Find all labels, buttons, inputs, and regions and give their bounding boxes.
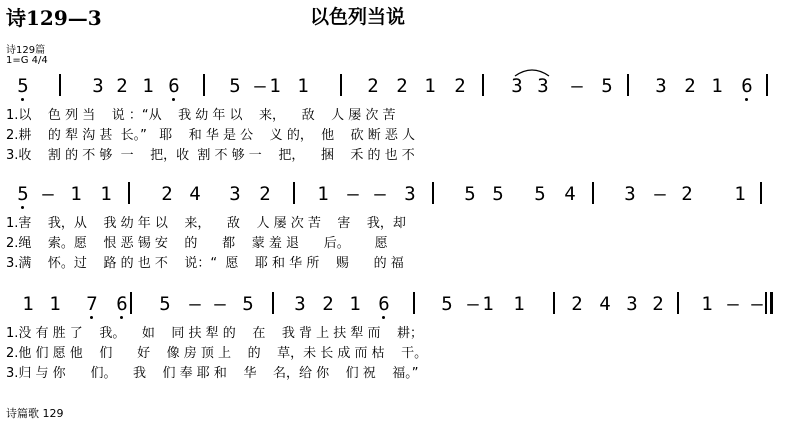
- note-digit: 6: [378, 293, 390, 315]
- lyric-line: 2.他 们 愿 他 们 好 像 房 顶 上 的 草，未 长 成 而 枯 干。: [6, 346, 428, 361]
- note-digit: 6: [116, 293, 128, 315]
- note-digit: 1: [49, 293, 61, 315]
- barline: [627, 74, 629, 96]
- note: [13, 76, 33, 96]
- note: [185, 294, 205, 314]
- note-digit: –: [374, 183, 386, 205]
- note-digit: 6: [168, 75, 180, 97]
- note-digit: 1: [734, 183, 746, 205]
- key-signature: 1=G 4/4: [6, 55, 48, 66]
- note: [420, 76, 440, 96]
- note-digit: 3: [511, 75, 523, 97]
- note-digit: 5: [229, 75, 241, 97]
- note: [392, 76, 412, 96]
- lyric-line: 1.害 我，从 我 幼 年 以 来， 敌 人 屡 次 苦 害 我，却: [6, 216, 406, 231]
- lyric-line: 3.收 割 的 不 够 一 把，收 割 不 够 一 把， 捆 禾 的 也 不: [6, 148, 415, 163]
- note: [595, 294, 615, 314]
- note: [650, 184, 670, 204]
- barline: [766, 74, 768, 96]
- note: [155, 294, 175, 314]
- note-digit: –: [571, 75, 583, 97]
- note: [567, 76, 587, 96]
- note-digit: 1: [513, 293, 525, 315]
- note: [185, 184, 205, 204]
- note: [560, 184, 580, 204]
- note-digit: –: [727, 293, 739, 315]
- note: [112, 294, 132, 314]
- note: [488, 184, 508, 204]
- note-digit: 1: [100, 183, 112, 205]
- note: [343, 184, 363, 204]
- lyric-line: 2.绳 索。愿 恨 恶 锡 安 的 都 蒙 羞 退 后。 愿: [6, 236, 388, 251]
- note-digit: 1: [22, 293, 34, 315]
- note-digit: 1: [482, 293, 494, 315]
- barline: [293, 182, 295, 204]
- note: [370, 184, 390, 204]
- note: [293, 76, 313, 96]
- note-digit: 5: [17, 183, 29, 205]
- note: [530, 184, 550, 204]
- note: [648, 294, 668, 314]
- note: [680, 76, 700, 96]
- note-digit: 4: [599, 293, 611, 315]
- barline: [340, 74, 342, 96]
- lyric-line: 3.归 与 你 们。 我 们 奉 耶 和 华 名，给 你 们 祝 福。”: [6, 366, 419, 381]
- note-digit: 1: [70, 183, 82, 205]
- note: [138, 76, 158, 96]
- note-digit: 2: [684, 75, 696, 97]
- low-octave-dot: [382, 316, 385, 319]
- note: [533, 76, 553, 96]
- note: [651, 76, 671, 96]
- note: [157, 184, 177, 204]
- note: [210, 294, 230, 314]
- note-digit: 1: [297, 75, 309, 97]
- note: [238, 294, 258, 314]
- lyric-line: 2.耕 的 犁 沟 甚 长。” 耶 和 华 是 公 义 的， 他 砍 断 恶 人: [6, 128, 416, 143]
- note: [707, 76, 727, 96]
- note-digit: 5: [492, 183, 504, 205]
- note: [265, 76, 285, 96]
- slur: [513, 66, 551, 78]
- note-digit: 4: [564, 183, 576, 205]
- note-digit: 1: [142, 75, 154, 97]
- note: [723, 294, 743, 314]
- note: [437, 294, 457, 314]
- note-digit: 7: [86, 293, 98, 315]
- barline: [130, 292, 132, 314]
- note-digit: 2: [571, 293, 583, 315]
- barline: [432, 182, 434, 204]
- barline: [553, 292, 555, 314]
- note-digit: 5: [464, 183, 476, 205]
- note: [697, 294, 717, 314]
- note: [747, 294, 767, 314]
- barline: [128, 182, 130, 204]
- note-digit: –: [254, 75, 266, 97]
- note-digit: 5: [159, 293, 171, 315]
- low-octave-dot: [21, 206, 24, 209]
- note: [620, 184, 640, 204]
- hymn-number: 诗129—3: [6, 6, 102, 30]
- final-barline: [770, 292, 773, 314]
- note-digit: 2: [367, 75, 379, 97]
- lyric-line: 1.没 有 胜 了 我。 如 同 扶 犁 的 在 我 背 上 扶 犁 而 耕；: [6, 326, 424, 341]
- note-digit: 2: [681, 183, 693, 205]
- note: [677, 184, 697, 204]
- note-digit: 5: [441, 293, 453, 315]
- note: [45, 294, 65, 314]
- note-digit: 5: [242, 293, 254, 315]
- lyric-line: 1.以 色 列 当 说 ：“从 我 幼 年 以 来， 敌 人 屡 次 苦: [6, 108, 396, 123]
- note: [290, 294, 310, 314]
- note: [400, 184, 420, 204]
- note: [345, 294, 365, 314]
- note: [225, 76, 245, 96]
- note-digit: –: [467, 293, 479, 315]
- note: [18, 294, 38, 314]
- note-digit: 1: [711, 75, 723, 97]
- note-digit: 2: [259, 183, 271, 205]
- note-digit: 5: [534, 183, 546, 205]
- note-digit: –: [214, 293, 226, 315]
- low-octave-dot: [120, 316, 123, 319]
- note-digit: 2: [652, 293, 664, 315]
- low-octave-dot: [21, 98, 24, 101]
- note-digit: 1: [317, 183, 329, 205]
- note: [13, 184, 33, 204]
- note-digit: 3: [404, 183, 416, 205]
- note-digit: 1: [269, 75, 281, 97]
- note-digit: 3: [624, 183, 636, 205]
- note: [225, 184, 245, 204]
- note-digit: 2: [396, 75, 408, 97]
- barline: [272, 292, 274, 314]
- note-digit: 2: [454, 75, 466, 97]
- page-title: 以色列当说: [310, 6, 406, 28]
- note-digit: –: [347, 183, 359, 205]
- note: [66, 184, 86, 204]
- barline: [592, 182, 594, 204]
- note: [478, 294, 498, 314]
- note: [88, 76, 108, 96]
- note: [96, 184, 116, 204]
- note-digit: –: [654, 183, 666, 205]
- note: [363, 76, 383, 96]
- note: [509, 294, 529, 314]
- barline: [482, 74, 484, 96]
- note: [374, 294, 394, 314]
- note: [597, 76, 617, 96]
- note-digit: 3: [655, 75, 667, 97]
- note: [318, 294, 338, 314]
- note: [255, 184, 275, 204]
- note-digit: –: [751, 293, 763, 315]
- note-digit: 2: [116, 75, 128, 97]
- note-digit: 3: [537, 75, 549, 97]
- lyric-line: 3.满 怀。过 路 的 也 不 说：“ 愿 耶 和 华 所 赐 的 福: [6, 256, 404, 271]
- note-digit: 3: [229, 183, 241, 205]
- note: [450, 76, 470, 96]
- barline: [760, 182, 762, 204]
- note: [622, 294, 642, 314]
- barline: [677, 292, 679, 314]
- note: [567, 294, 587, 314]
- note: [313, 184, 333, 204]
- note-digit: –: [42, 183, 54, 205]
- footer-label: 诗篇歌 129: [6, 407, 64, 420]
- barline: [765, 292, 767, 314]
- note: [730, 184, 750, 204]
- barline: [203, 74, 205, 96]
- barline: [413, 292, 415, 314]
- low-octave-dot: [745, 98, 748, 101]
- note-digit: 1: [701, 293, 713, 315]
- note-digit: 5: [601, 75, 613, 97]
- note-digit: 1: [424, 75, 436, 97]
- note-digit: 5: [17, 75, 29, 97]
- note: [112, 76, 132, 96]
- note-digit: 1: [349, 293, 361, 315]
- note-digit: 3: [626, 293, 638, 315]
- note: [164, 76, 184, 96]
- note: [82, 294, 102, 314]
- note-digit: 6: [741, 75, 753, 97]
- note-digit: 3: [92, 75, 104, 97]
- note-digit: –: [189, 293, 201, 315]
- note-digit: 2: [161, 183, 173, 205]
- note: [507, 76, 527, 96]
- note: [737, 76, 757, 96]
- note: [38, 184, 58, 204]
- note-digit: 4: [189, 183, 201, 205]
- source-label: 诗129篇: [6, 45, 46, 56]
- barline: [59, 74, 61, 96]
- low-octave-dot: [172, 98, 175, 101]
- low-octave-dot: [90, 316, 93, 319]
- note-digit: 2: [322, 293, 334, 315]
- note-digit: 3: [294, 293, 306, 315]
- note: [460, 184, 480, 204]
